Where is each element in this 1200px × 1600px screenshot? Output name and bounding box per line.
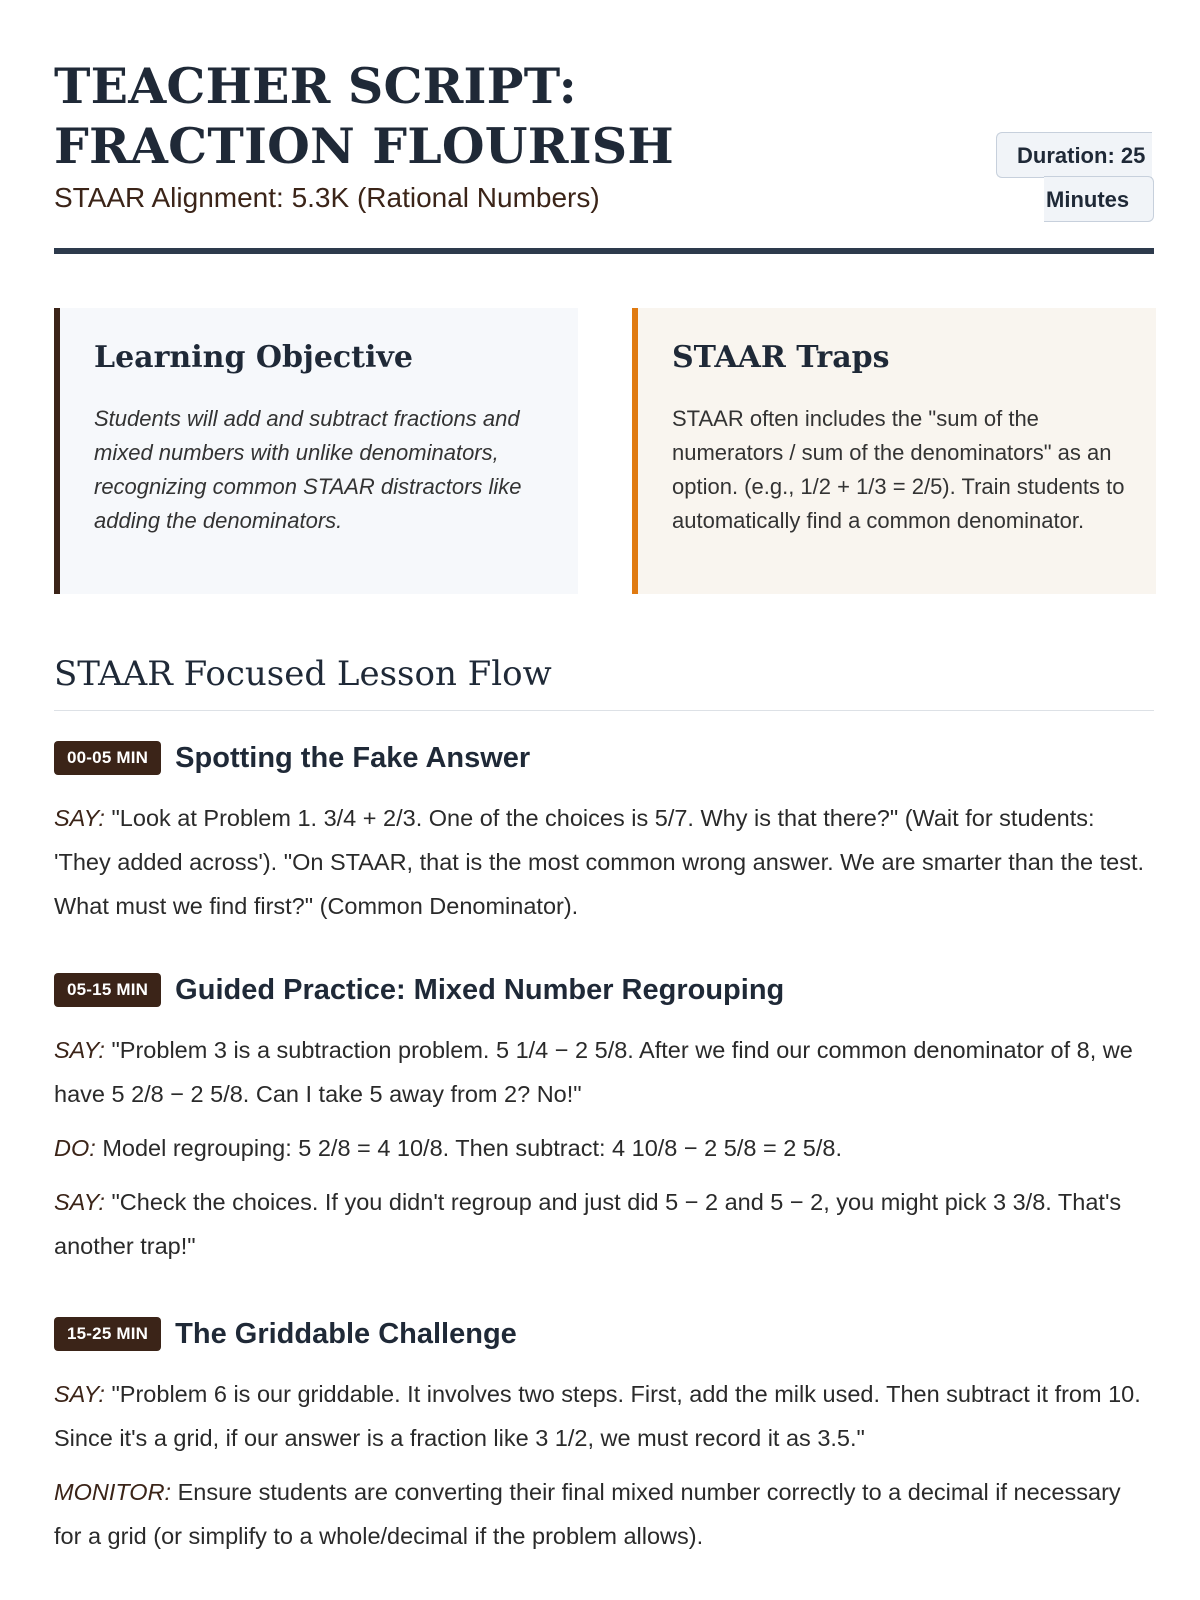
script-text: "Problem 6 is our griddable. It involves two steps. First, add the milk used. Then subtract it from 10. Since it's a grid, if our answer is a fraction like 3 1/2, we must record it as 3.5." [54, 1381, 1141, 1451]
duration-badge [996, 132, 1154, 222]
page-title: TEACHER SCRIPT: FRACTION FLOURISH [54, 57, 674, 175]
segment-title: Guided Practice: Mixed Number Regrouping [175, 974, 785, 1006]
script-paragraph [54, 796, 1154, 928]
script-text: Model regrouping: 5 2/8 = 4 10/8. Then subtract: 4 10/8 − 2 5/8 = 2 5/8. [102, 1135, 842, 1161]
say-label: SAY: [54, 805, 105, 831]
lesson-flow-divider [54, 710, 1154, 711]
segment-header [54, 972, 1154, 1008]
header-divider [54, 248, 1154, 254]
time-badge: 05-15 MIN [54, 973, 161, 1007]
time-badge: 00-05 MIN [54, 741, 161, 775]
script-paragraph [54, 1470, 1154, 1558]
say-label: SAY: [54, 1037, 105, 1063]
script-paragraph [54, 1372, 1154, 1460]
monitor-label: MONITOR: [54, 1479, 172, 1505]
segment-title: The Griddable Challenge [175, 1318, 517, 1350]
script-text: "Problem 3 is a subtraction problem. 5 1/4 − 2 5/8. After we find our common denominator of 8, we have 5 2/8 − 2 5/8. Can I take 5 away from 2? No!" [54, 1037, 1133, 1107]
lesson-segment [54, 740, 1154, 928]
duration-unit: Minutes [1044, 176, 1154, 222]
lesson-segment [54, 1316, 1154, 1558]
staar-traps-text: STAAR often includes the "sum of the numerators / sum of the denominators" as an option. (e.g., 1/2 + 1/3 = 2/5). Train students to automatically find a common denominator. [672, 406, 1125, 533]
lesson-page [54, 0, 1154, 1549]
staar-traps-card [632, 308, 1156, 594]
script-text: "Check the choices. If you didn't regroup and just did 5 − 2 and 5 − 2, you might pick 3 3/8. That's another trap!" [54, 1189, 1122, 1259]
script-paragraph [54, 1028, 1154, 1116]
segment-title: Spotting the Fake Answer [175, 742, 531, 774]
script-paragraph [54, 1180, 1154, 1268]
script-paragraph [54, 1126, 1154, 1170]
do-label: DO: [54, 1135, 96, 1161]
say-label: SAY: [54, 1381, 105, 1407]
lesson-segment [54, 972, 1154, 1268]
script-text: "Look at Problem 1. 3/4 + 2/3. One of the choices is 5/7. Why is that there?" (Wait for students: 'They added across'). "On STAAR, that is the most common wrong answer. We are smarter than the test. What must we find first?" (Common Denominator). [54, 805, 1145, 919]
lesson-flow-heading: STAAR Focused Lesson Flow [54, 654, 552, 694]
learning-objective-text: Students will add and subtract fractions and mixed numbers with unlike denominators, recognizing common STAAR distractors like adding the denominators. [94, 406, 522, 533]
segment-header [54, 740, 1154, 776]
segment-header [54, 1316, 1154, 1352]
time-badge: 15-25 MIN [54, 1317, 161, 1351]
info-cards [54, 308, 1154, 594]
page-header [54, 0, 1154, 256]
learning-objective-heading: Learning Objective [94, 340, 413, 375]
say-label: SAY: [54, 1189, 105, 1215]
duration-label: Duration: 25 [996, 132, 1152, 178]
script-text: Ensure students are converting their final mixed number correctly to a decimal if necessary for a grid (or simplify to a whole/decimal if the problem allows). [54, 1479, 1121, 1549]
learning-objective-card [54, 308, 578, 594]
staar-alignment: STAAR Alignment: 5.3K (Rational Numbers) [54, 182, 600, 213]
staar-traps-heading: STAAR Traps [672, 340, 890, 375]
